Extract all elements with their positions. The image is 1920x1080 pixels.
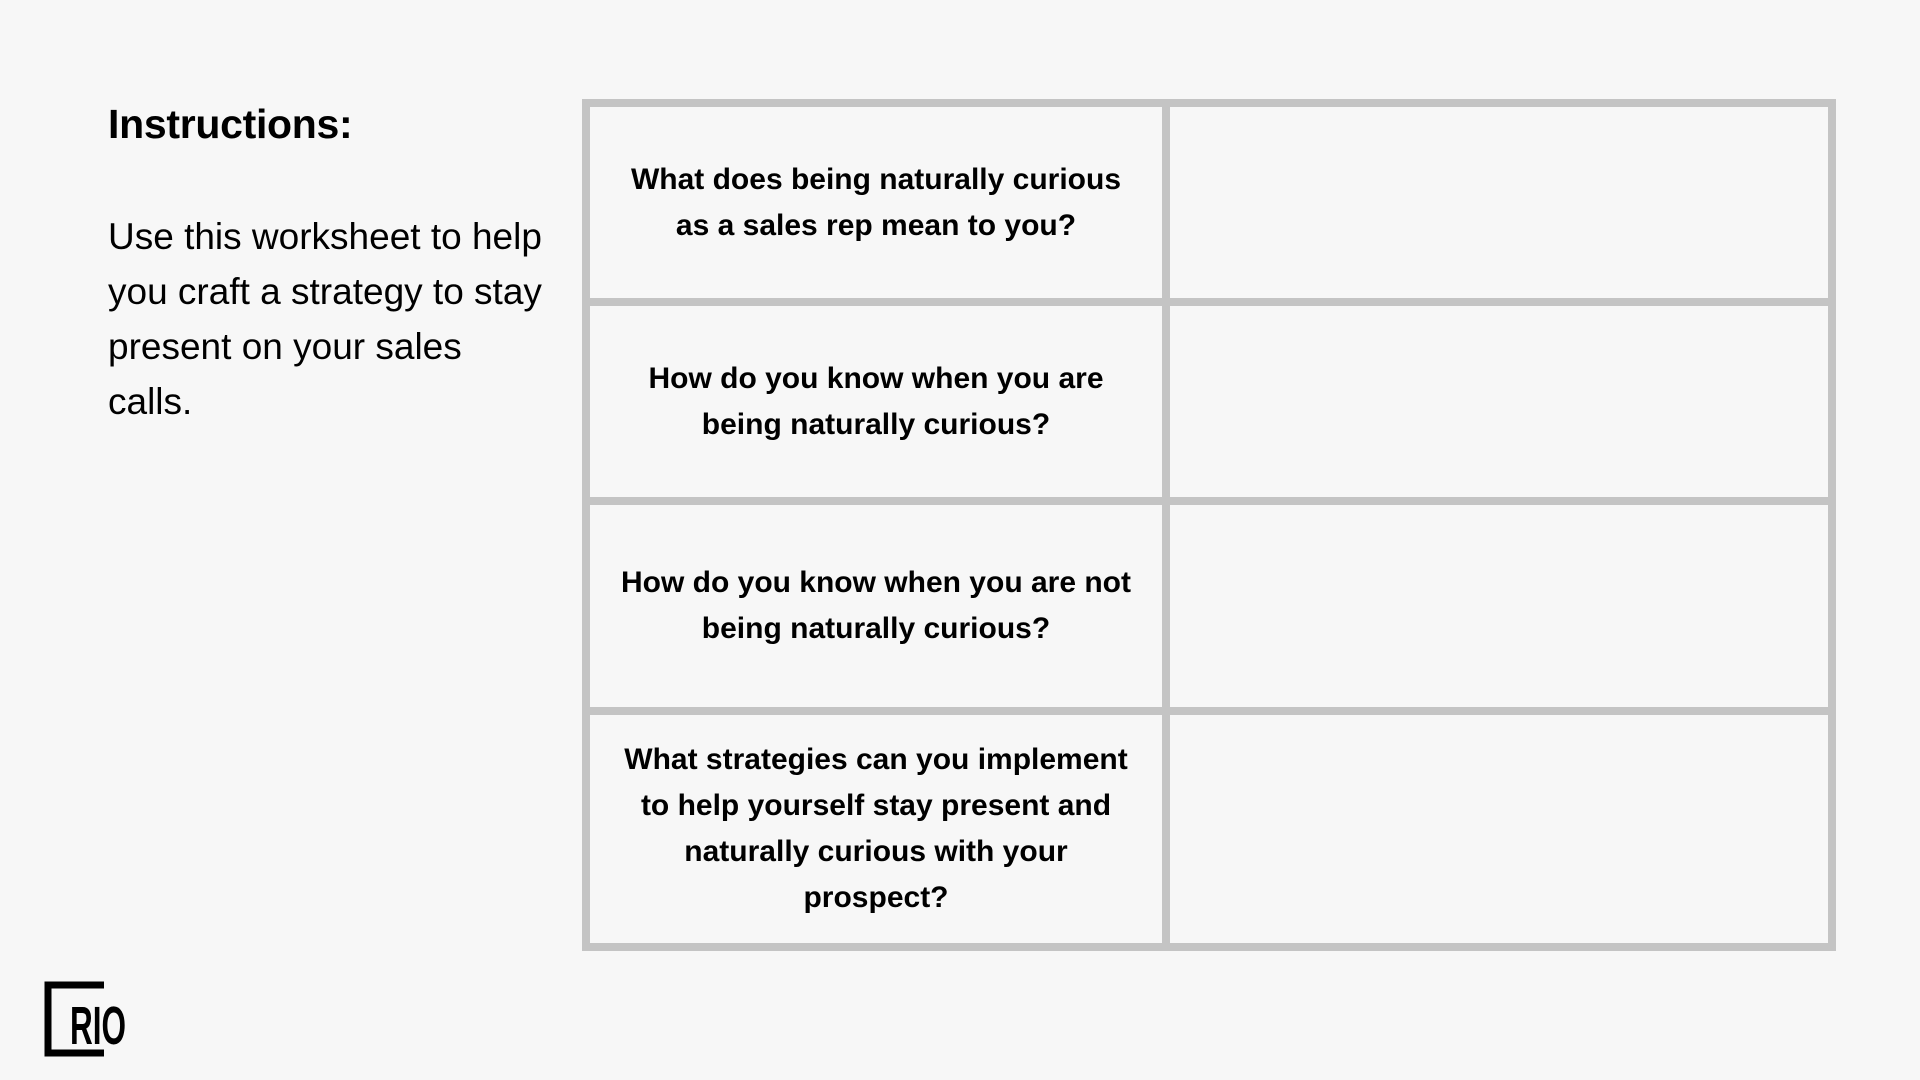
logo-text: RIO <box>70 996 126 1056</box>
question-cell: What strategies can you implement to help yourself stay present and naturally curious with your prospect? <box>586 711 1166 947</box>
instructions-panel <box>108 100 548 429</box>
rio-logo <box>44 981 134 1057</box>
answer-cell[interactable] <box>1166 711 1832 947</box>
instructions-heading: Instructions: <box>108 101 353 147</box>
worksheet-table <box>582 99 1836 951</box>
instructions-body: Use this worksheet to help you craft a strategy to stay present on your sales calls. <box>108 216 542 423</box>
answer-cell[interactable] <box>1166 302 1832 501</box>
answer-cell[interactable] <box>1166 501 1832 711</box>
worksheet-row <box>586 501 1832 711</box>
question-cell: What does being naturally curious as a sales rep mean to you? <box>586 103 1166 302</box>
worksheet-row <box>586 302 1832 501</box>
answer-cell[interactable] <box>1166 103 1832 302</box>
question-cell: How do you know when you are being naturally curious? <box>586 302 1166 501</box>
worksheet-row <box>586 711 1832 947</box>
question-cell: How do you know when you are not being naturally curious? <box>586 501 1166 711</box>
worksheet-row <box>586 103 1832 302</box>
